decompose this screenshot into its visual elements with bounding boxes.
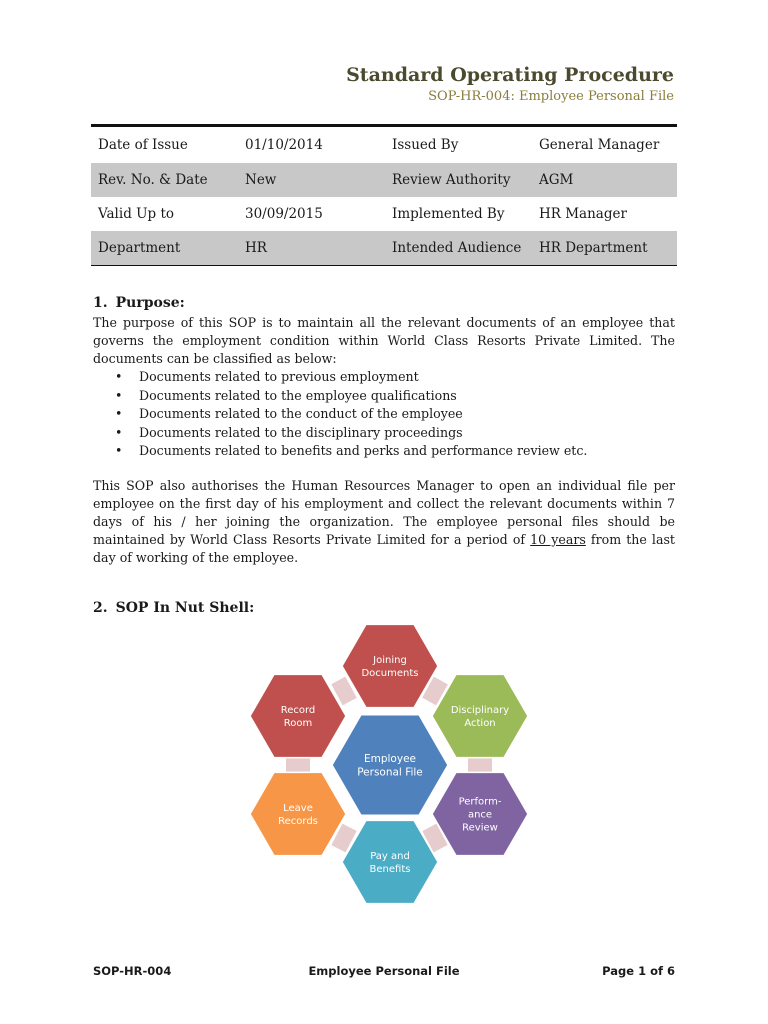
hexagon-label: Benefits bbox=[369, 864, 411, 875]
section-colon: : bbox=[249, 600, 255, 616]
document-info-table bbox=[91, 124, 677, 266]
hexagon-label: Review bbox=[462, 822, 498, 834]
section-title: SOP In Nut Shell bbox=[115, 600, 250, 616]
section-heading-nutshell bbox=[93, 600, 254, 616]
hexagon-label: Perform- bbox=[458, 796, 502, 808]
hexagon-label: Employee bbox=[363, 752, 417, 765]
footer-doc-code: SOP-HR-004 bbox=[93, 964, 172, 978]
hexagon-label: Leave bbox=[283, 803, 313, 814]
table-cell-value: HR bbox=[238, 231, 385, 266]
table-cell-value: General Manager bbox=[539, 137, 660, 153]
hexagon-shape bbox=[250, 772, 346, 855]
table-cell-label: Issued By bbox=[392, 137, 459, 153]
diagram-connector bbox=[286, 757, 310, 773]
hexagon-label: Pay and bbox=[370, 851, 410, 862]
table-cell-label: Department bbox=[91, 231, 238, 266]
table-row bbox=[91, 126, 677, 164]
section-heading-purpose bbox=[93, 295, 185, 311]
list-item: • Documents related to benefits and perks and performance review etc. bbox=[93, 442, 587, 461]
list-item: • Documents related to the conduct of the employee bbox=[93, 405, 587, 424]
diagram-node bbox=[250, 772, 346, 855]
hexagon-label: ance bbox=[467, 809, 493, 821]
authorisation-paragraph bbox=[93, 477, 675, 567]
table-cell-value: AGM bbox=[532, 163, 677, 197]
hexagon-shape bbox=[250, 674, 346, 757]
purpose-intro-paragraph: The purpose of this SOP is to maintain all the relevant documents of an employee that governs the employment condition within World Class Resorts Private Limited. The documents can be classified as below: bbox=[93, 315, 675, 366]
hexagon-label: Action bbox=[464, 718, 496, 729]
table-cell-value: 01/10/2014 bbox=[245, 137, 323, 153]
table-cell-label: Date of Issue bbox=[98, 137, 188, 153]
list-item: • Documents related to the disciplinary proceedings bbox=[93, 424, 587, 443]
table-cell-value: 30/09/2015 bbox=[245, 206, 323, 222]
document-title: Standard Operating Procedure bbox=[346, 64, 674, 86]
diagram-node bbox=[250, 674, 346, 757]
hexagon-label: Personal File bbox=[357, 766, 423, 779]
sop-hexagon-diagram bbox=[240, 620, 540, 910]
hexagon-label: Record bbox=[280, 705, 316, 716]
table-row bbox=[91, 197, 677, 231]
section-number: 2. bbox=[93, 600, 108, 616]
diagram-connector bbox=[468, 757, 492, 773]
section-colon: : bbox=[179, 295, 185, 311]
hexagon-label: Records bbox=[278, 816, 318, 827]
list-item: • Documents related to previous employment bbox=[93, 368, 587, 387]
table-cell-label: Implemented By bbox=[392, 206, 505, 222]
table-cell-label: Rev. No. & Date bbox=[91, 163, 238, 197]
hexagon-label: Joining bbox=[373, 655, 407, 666]
table-row bbox=[91, 163, 677, 197]
document-categories-list bbox=[93, 368, 587, 461]
diagram-center-node bbox=[332, 715, 448, 815]
table-cell-label: Intended Audience bbox=[385, 231, 532, 266]
table-cell-value: HR Department bbox=[532, 231, 677, 266]
hexagon-label: Documents bbox=[361, 668, 419, 679]
paragraph-text: This SOP also authorises the Human Resources Manager to open an individual file per employee on the first day of his employment and collect the relevant documents within 7 days of his / her joining the organization. The employee personal files should be maintained by World Class Resorts Private Limited for a period of bbox=[93, 478, 675, 547]
section-title: Purpose bbox=[115, 295, 180, 311]
hexagon-shape bbox=[332, 715, 448, 815]
table-cell-value: HR Manager bbox=[539, 206, 627, 222]
table-cell-label: Review Authority bbox=[385, 163, 532, 197]
list-item: • Documents related to the employee qualifications bbox=[93, 387, 587, 406]
footer-doc-title: Employee Personal File bbox=[308, 964, 460, 978]
paragraph-text: from the last day of working of the employee. bbox=[93, 532, 675, 565]
footer-page-number: Page 1 of 6 bbox=[602, 964, 675, 978]
table-cell-label: Valid Up to bbox=[98, 206, 174, 222]
retention-period: 10 years bbox=[530, 532, 586, 547]
table-row bbox=[91, 231, 677, 266]
table-cell-value: New bbox=[238, 163, 385, 197]
hexagon-label: Room bbox=[283, 718, 313, 729]
section-number: 1. bbox=[93, 295, 108, 311]
hexagon-label: Disciplinary bbox=[450, 705, 510, 716]
document-subtitle: SOP-HR-004: Employee Personal File bbox=[428, 89, 674, 104]
